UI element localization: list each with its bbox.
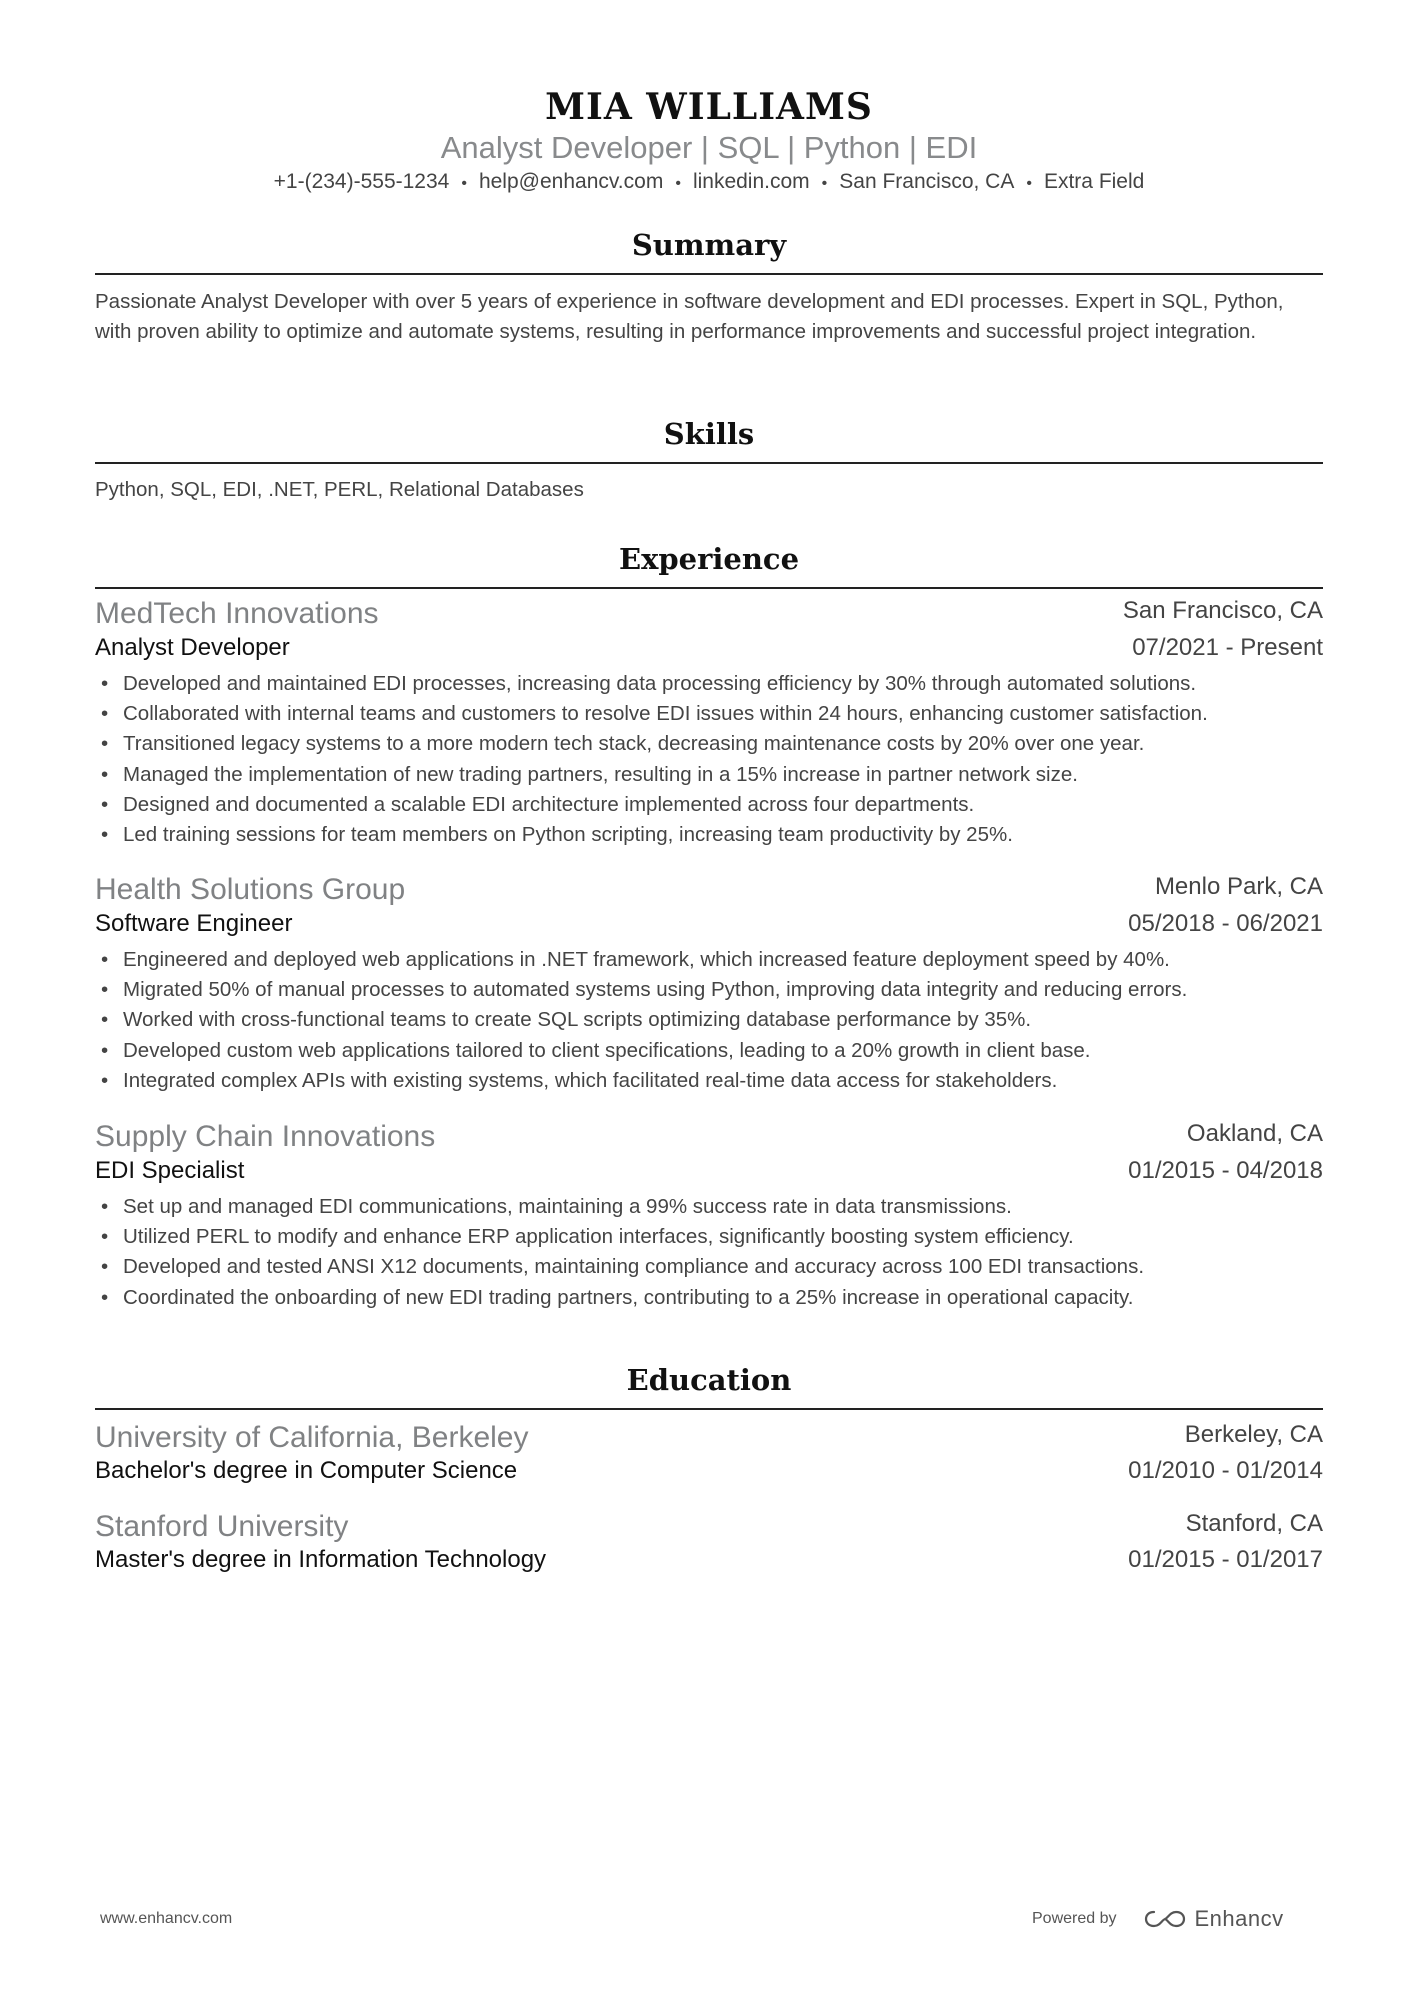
degree-title: Master's degree in Information Technology bbox=[95, 1546, 547, 1573]
job-location: Menlo Park, CA bbox=[1154, 873, 1323, 900]
company-name: Health Solutions Group bbox=[95, 873, 406, 906]
job-title: EDI Specialist bbox=[95, 1157, 245, 1184]
summary-divider bbox=[95, 273, 1323, 275]
company-name: Supply Chain Innovations bbox=[95, 1120, 436, 1153]
job-dates: 01/2015 - 04/2018 bbox=[1128, 1157, 1323, 1184]
contact-separator: • bbox=[821, 175, 828, 192]
job-dates: 07/2021 - Present bbox=[1132, 634, 1323, 661]
school-name: Stanford University bbox=[95, 1510, 349, 1543]
candidate-headline: Analyst Developer | SQL | Python | EDI bbox=[440, 130, 978, 165]
achievement-item: • Developed and maintained EDI processes, increasing data processing efficiency by 30% through automated solutions. bbox=[95, 669, 1323, 699]
summary-text: Passionate Analyst Developer with over 5 years of experience in software development and EDI processes. Expert in SQL, Python, with proven ability to optimize and automate systems, resulting in performance improvements and successful project integration. bbox=[95, 290, 1284, 343]
powered-by-label: Powered by bbox=[1032, 1910, 1117, 1927]
enhancv-brand: Enhancv bbox=[1194, 1906, 1284, 1931]
education-entry bbox=[95, 1421, 1323, 1491]
education-entry bbox=[95, 1510, 1323, 1580]
achievement-item: • Transitioned legacy systems to a more modern tech stack, decreasing maintenance costs by 20% over one year. bbox=[95, 729, 1323, 759]
contact-line bbox=[95, 170, 1323, 194]
achievement-list bbox=[95, 1192, 1323, 1313]
footer-website-link[interactable]: www.enhancv.com bbox=[100, 1910, 233, 1927]
achievement-item: • Migrated 50% of manual processes to automated systems using Python, improving data integrity and reducing errors. bbox=[95, 975, 1323, 1005]
achievement-item: • Worked with cross-functional teams to create SQL scripts optimizing database performance by 35%. bbox=[95, 1005, 1323, 1035]
contact-separator: • bbox=[675, 175, 681, 192]
experience-entry bbox=[95, 1120, 1323, 1320]
candidate-name: MIA WILLIAMS bbox=[545, 86, 873, 128]
contact-location: San Francisco, CA bbox=[839, 170, 1015, 193]
achievement-item: • Integrated complex APIs with existing systems, which facilitated real-time data access for stakeholders. bbox=[95, 1066, 1323, 1096]
experience-heading: Experience bbox=[618, 542, 800, 576]
achievement-list bbox=[95, 669, 1323, 850]
experience-entry bbox=[95, 597, 1323, 857]
contact-separator: • bbox=[1026, 175, 1032, 192]
achievement-item: • Developed custom web applications tailored to client specifications, leading to a 20% growth in client base. bbox=[95, 1036, 1323, 1066]
achievement-item: • Set up and managed EDI communications, maintaining a 99% success rate in data transmissions. bbox=[95, 1192, 1323, 1222]
skills-divider bbox=[95, 462, 1323, 464]
achievement-item: • Collaborated with internal teams and customers to resolve EDI issues within 24 hours, enhancing customer satisfaction. bbox=[95, 699, 1323, 729]
skills-text: Python, SQL, EDI, .NET, PERL, Relational Databases bbox=[95, 478, 584, 501]
summary-heading: Summary bbox=[631, 228, 787, 262]
achievement-item: • Utilized PERL to modify and enhance ERP application interfaces, significantly boosting system efficiency. bbox=[95, 1222, 1323, 1252]
school-location: Stanford, CA bbox=[1185, 1510, 1323, 1537]
company-name: MedTech Innovations bbox=[95, 597, 379, 630]
education-dates: 01/2010 - 01/2014 bbox=[1128, 1457, 1323, 1484]
contact-extra-field: Extra Field bbox=[1043, 170, 1145, 193]
job-location: Oakland, CA bbox=[1186, 1120, 1323, 1147]
job-location: San Francisco, CA bbox=[1122, 597, 1323, 624]
job-title: Software Engineer bbox=[95, 910, 293, 937]
education-heading: Education bbox=[626, 1363, 792, 1397]
achievement-item: • Developed and tested ANSI X12 documents, maintaining compliance and accuracy across 100 EDI transactions. bbox=[95, 1252, 1323, 1282]
powered-by-badge[interactable] bbox=[1032, 1904, 1284, 1934]
education-divider bbox=[95, 1408, 1323, 1410]
achievement-item: • Engineered and deployed web applications in .NET framework, which increased feature deployment speed by 40%. bbox=[95, 945, 1323, 975]
experience-divider bbox=[95, 587, 1323, 589]
skills-heading: Skills bbox=[663, 417, 755, 451]
contact-email: help@enhancv.com bbox=[478, 170, 664, 193]
achievement-list bbox=[95, 945, 1323, 1096]
education-dates: 01/2015 - 01/2017 bbox=[1128, 1546, 1323, 1573]
contact-linkedin: linkedin.com bbox=[692, 170, 810, 193]
school-location: Berkeley, CA bbox=[1184, 1421, 1323, 1448]
experience-entry bbox=[95, 873, 1323, 1103]
contact-phone: +1-(234)-555-1234 bbox=[273, 170, 450, 193]
achievement-item: • Led training sessions for team members on Python scripting, increasing team productivity by 25%. bbox=[95, 820, 1323, 850]
achievement-item: • Managed the implementation of new trading partners, resulting in a 15% increase in partner network size. bbox=[95, 760, 1323, 790]
degree-title: Bachelor's degree in Computer Science bbox=[95, 1457, 518, 1484]
school-name: University of California, Berkeley bbox=[95, 1421, 529, 1454]
job-title: Analyst Developer bbox=[95, 634, 290, 661]
job-dates: 05/2018 - 06/2021 bbox=[1128, 910, 1323, 937]
contact-separator: • bbox=[461, 175, 467, 192]
achievement-item: • Designed and documented a scalable EDI architecture implemented across four departments. bbox=[95, 790, 1323, 820]
achievement-item: • Coordinated the onboarding of new EDI trading partners, contributing to a 25% increase in operational capacity. bbox=[95, 1283, 1323, 1313]
enhancv-logo-icon bbox=[1143, 1908, 1187, 1930]
